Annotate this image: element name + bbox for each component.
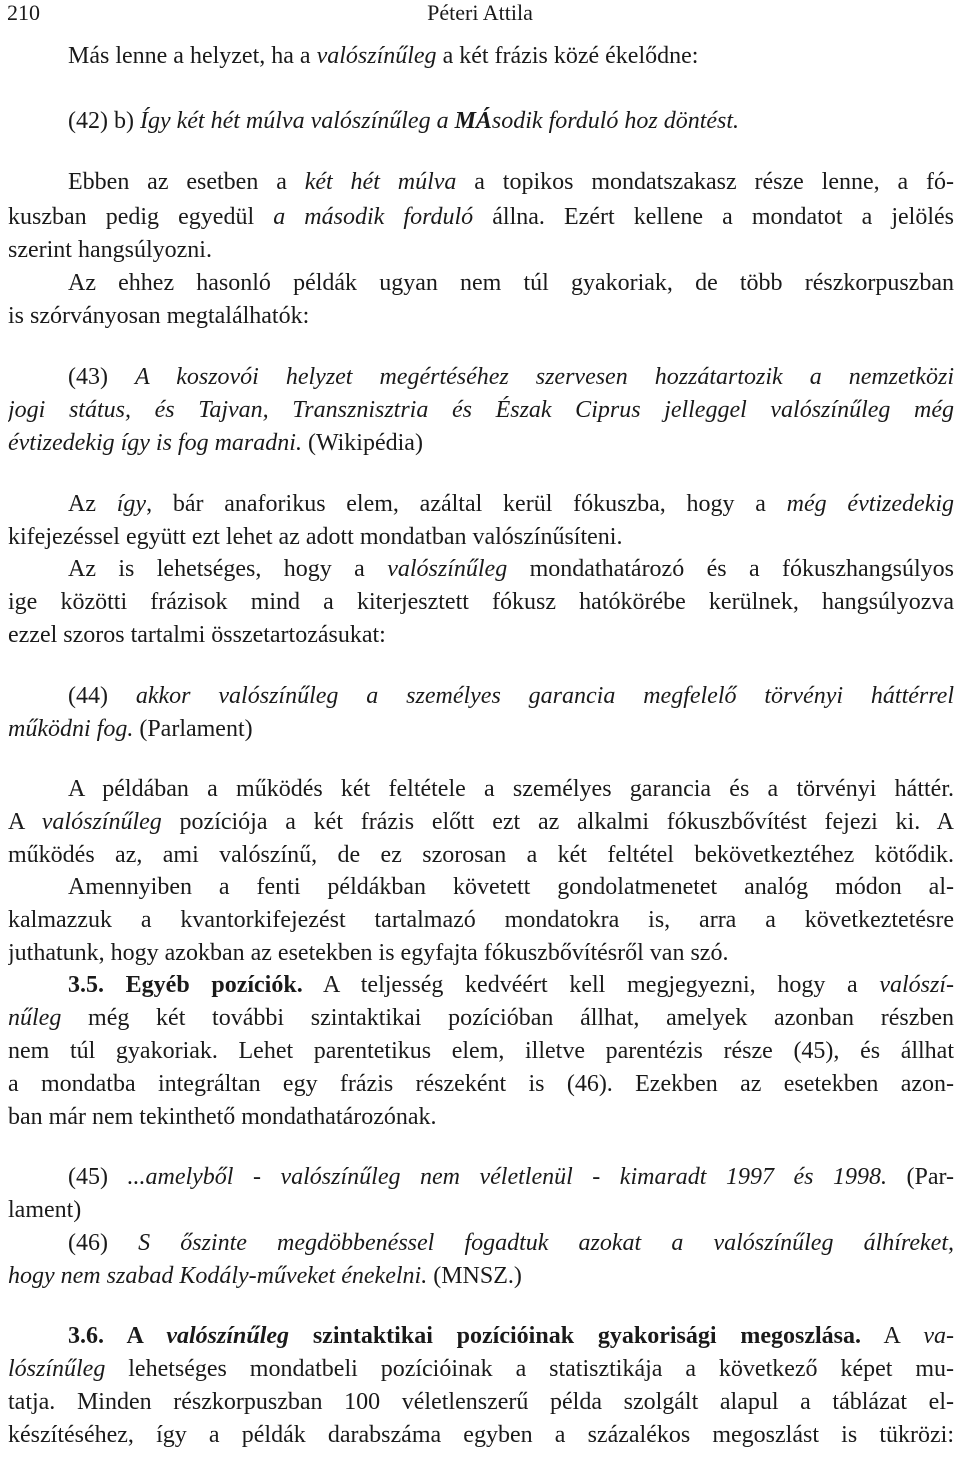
text-line bbox=[68, 1162, 954, 1192]
text-span: állna. Ezért kellene a mondatot a jelölés bbox=[473, 204, 954, 230]
text-span: Ebben az esetben a bbox=[68, 169, 305, 195]
text-line bbox=[8, 1003, 954, 1033]
text-span: (46) bbox=[68, 1230, 139, 1256]
text-line bbox=[68, 268, 954, 298]
text-span: Más lenne a helyzet, ha a bbox=[68, 43, 317, 69]
italic-span: S őszinte megdöbbenéssel fogadtuk azokat a valószínűleg álhíreket, bbox=[138, 1230, 954, 1256]
text-line bbox=[8, 1420, 954, 1450]
text-span: valószínűleg bbox=[166, 1323, 290, 1349]
text-span: A bbox=[8, 809, 42, 835]
text-span: lament) bbox=[8, 1197, 82, 1223]
text-line bbox=[68, 681, 954, 711]
text-span: kuszban pedig egyedül bbox=[8, 204, 274, 230]
text-line bbox=[68, 167, 954, 197]
text-span: lehetséges mondatbeli pozícióinak a statisztikája a következő képet mu- bbox=[105, 1356, 954, 1382]
text-line bbox=[68, 554, 954, 584]
text-span: ezzel szoros tartalmi összetartozásukat: bbox=[8, 622, 386, 648]
text-line bbox=[8, 1069, 954, 1099]
text-span: kifejezéssel együtt ezt lehet az adott mondatban valószínűsíteni. bbox=[8, 524, 623, 550]
text-line bbox=[68, 872, 954, 902]
bold-span bbox=[455, 108, 492, 134]
text-line bbox=[8, 1195, 954, 1225]
text-span: Amennyiben a fenti példákban követett gondolatmenetet analóg módon al- bbox=[68, 874, 954, 900]
text-span: (Par- bbox=[886, 1164, 954, 1190]
text-line bbox=[68, 1321, 954, 1351]
italic-span: valószí- bbox=[879, 972, 954, 998]
text-span: A példában a működés két feltétele a személyes garancia és a törvényi háttér. bbox=[68, 776, 954, 802]
text-span: készítéséhez, így a példák darabszáma egyben a százalékos megoszlást is tükrözi: bbox=[8, 1422, 954, 1448]
text-span: A teljesség kedvéért kell megjegyezni, hogy a bbox=[302, 972, 880, 998]
italic-span: valószínűleg bbox=[316, 43, 437, 69]
bold-span: 3.5. Egyéb pozíciók. bbox=[68, 972, 303, 998]
bold-span: szintaktikai pozícióinak gyakorisági megoszlása. bbox=[289, 1323, 861, 1349]
italic-span: Így két hét múlva valószínűleg a bbox=[139, 108, 455, 134]
text-span: Az ehhez hasonló példák ugyan nem túl gyakoriak, de több részkorpuszban bbox=[68, 270, 954, 296]
text-span: is szórványosan megtalálhatók: bbox=[8, 303, 310, 329]
text-line bbox=[68, 489, 954, 519]
text-line bbox=[8, 1036, 954, 1066]
text-span: MÁ bbox=[454, 108, 492, 134]
italic-span: a második forduló bbox=[273, 204, 474, 230]
text-span: működés az, ami valószínű, de ez szorosan a két feltétel bekövetkeztéhez kötődik. bbox=[8, 842, 954, 868]
text-span: (43) bbox=[68, 364, 135, 390]
text-span: (MNSZ.) bbox=[427, 1263, 522, 1289]
text-span: mondathatározó és a fókuszhangsúlyos bbox=[507, 556, 954, 582]
italic-span: valószínűleg bbox=[41, 809, 162, 835]
text-line bbox=[8, 428, 954, 458]
italic-span: sodik forduló hoz döntést. bbox=[491, 108, 740, 134]
text-line bbox=[8, 807, 954, 837]
text-line bbox=[8, 1387, 954, 1417]
text-line bbox=[68, 1228, 954, 1258]
italic-span: A koszovói helyzet megértéséhez szervesen hozzátartozik a nemzetközi bbox=[134, 364, 954, 390]
text-line bbox=[8, 620, 954, 650]
text-span: Az is lehetséges, hogy a bbox=[68, 556, 388, 582]
text-span: A bbox=[861, 1323, 924, 1349]
text-span: (45) bbox=[68, 1164, 128, 1190]
italic-span: így bbox=[116, 491, 147, 517]
italic-span: ...amelyből - valószínűleg nem véletlenül - kimaradt 1997 és 1998. bbox=[127, 1164, 887, 1190]
text-line bbox=[68, 106, 954, 136]
text-line bbox=[8, 522, 954, 552]
bold-span: 3.6. A bbox=[68, 1323, 167, 1349]
text-line bbox=[8, 938, 954, 968]
text-line bbox=[68, 41, 954, 71]
text-line bbox=[8, 587, 954, 617]
page-number: 210 bbox=[7, 0, 40, 25]
text-line bbox=[68, 362, 954, 392]
text-line bbox=[8, 301, 954, 331]
text-span: (44) bbox=[68, 683, 136, 709]
text-span: nem túl gyakoriak. Lehet parentetikus elem, illetve parentézis része (45), és állhat bbox=[8, 1038, 954, 1064]
italic-span: va- bbox=[923, 1323, 954, 1349]
text-span: juthatunk, hogy azokban az esetekben is egyfajta fókuszbővítésről van szó. bbox=[8, 940, 729, 966]
text-span: , bár anaforikus elem, azáltal kerül fókuszba, hogy a bbox=[146, 491, 787, 517]
italic-span: lószínűleg bbox=[8, 1356, 106, 1382]
text-span: a topikos mondatszakasz része lenne, a fó- bbox=[456, 169, 954, 195]
text-span: pozíciója a két frázis előtt ezt az alkalmi fókuszbővítést fejezi ki. A bbox=[161, 809, 954, 835]
text-span: ban már nem tekinthető mondathatározónak. bbox=[8, 1104, 437, 1130]
running-head-author: Péteri Attila bbox=[427, 0, 533, 25]
italic-span: működni fog. bbox=[8, 716, 134, 742]
text-span: (42) b) bbox=[68, 108, 140, 134]
text-line bbox=[8, 905, 954, 935]
italic-span: még évtizedekig bbox=[786, 491, 954, 517]
text-span: (Wikipédia) bbox=[301, 430, 423, 456]
text-span: még két további szintaktikai pozícióban állhat, amelyek azonban részben bbox=[61, 1005, 954, 1031]
text-line bbox=[8, 1102, 954, 1132]
text-line bbox=[8, 1261, 954, 1291]
text-span: kalmazzuk a kvantorkifejezést tartalmazó mondatokra is, arra a következtetésre bbox=[8, 907, 954, 933]
italic-span: valószínűleg bbox=[387, 556, 508, 582]
text-line bbox=[8, 1354, 954, 1384]
text-line bbox=[8, 840, 954, 870]
italic-span: évtizedekig így is fog maradni. bbox=[8, 430, 302, 456]
text-line bbox=[8, 202, 954, 232]
italic-span: két hét múlva bbox=[304, 169, 457, 195]
text-line bbox=[8, 395, 954, 425]
text-span: a mondatba integráltan egy frázis részeként is (46). Ezekben az esetekben azon- bbox=[8, 1071, 954, 1097]
text-line bbox=[68, 774, 954, 804]
text-span: Az bbox=[68, 491, 117, 517]
text-line bbox=[8, 714, 954, 744]
text-span: ige közötti frázisok mind a kiterjesztett fókusz hatókörébe kerülnek, hangsúlyozva bbox=[8, 589, 954, 615]
text-span: a két frázis közé ékelődne: bbox=[436, 43, 699, 69]
text-line bbox=[68, 970, 954, 1000]
text-span: (Parlament) bbox=[133, 716, 253, 742]
italic-span: hogy nem szabad Kodály-műveket énekelni. bbox=[8, 1263, 428, 1289]
text-line bbox=[8, 235, 954, 265]
bold-span bbox=[166, 1323, 289, 1349]
italic-span: jogi státus, és Tajvan, Transznisztria és Észak Ciprus jelleggel valószínűleg még bbox=[8, 397, 954, 423]
text-span: szerint hangsúlyozni. bbox=[8, 237, 212, 263]
italic-span: akkor valószínűleg a személyes garancia megfelelő törvényi háttérrel bbox=[135, 683, 954, 709]
italic-span: nűleg bbox=[8, 1005, 62, 1031]
running-header bbox=[7, 0, 953, 26]
text-span: tatja. Minden részkorpuszban 100 véletlenszerű példa szolgált alapul a táblázat el- bbox=[8, 1389, 954, 1415]
